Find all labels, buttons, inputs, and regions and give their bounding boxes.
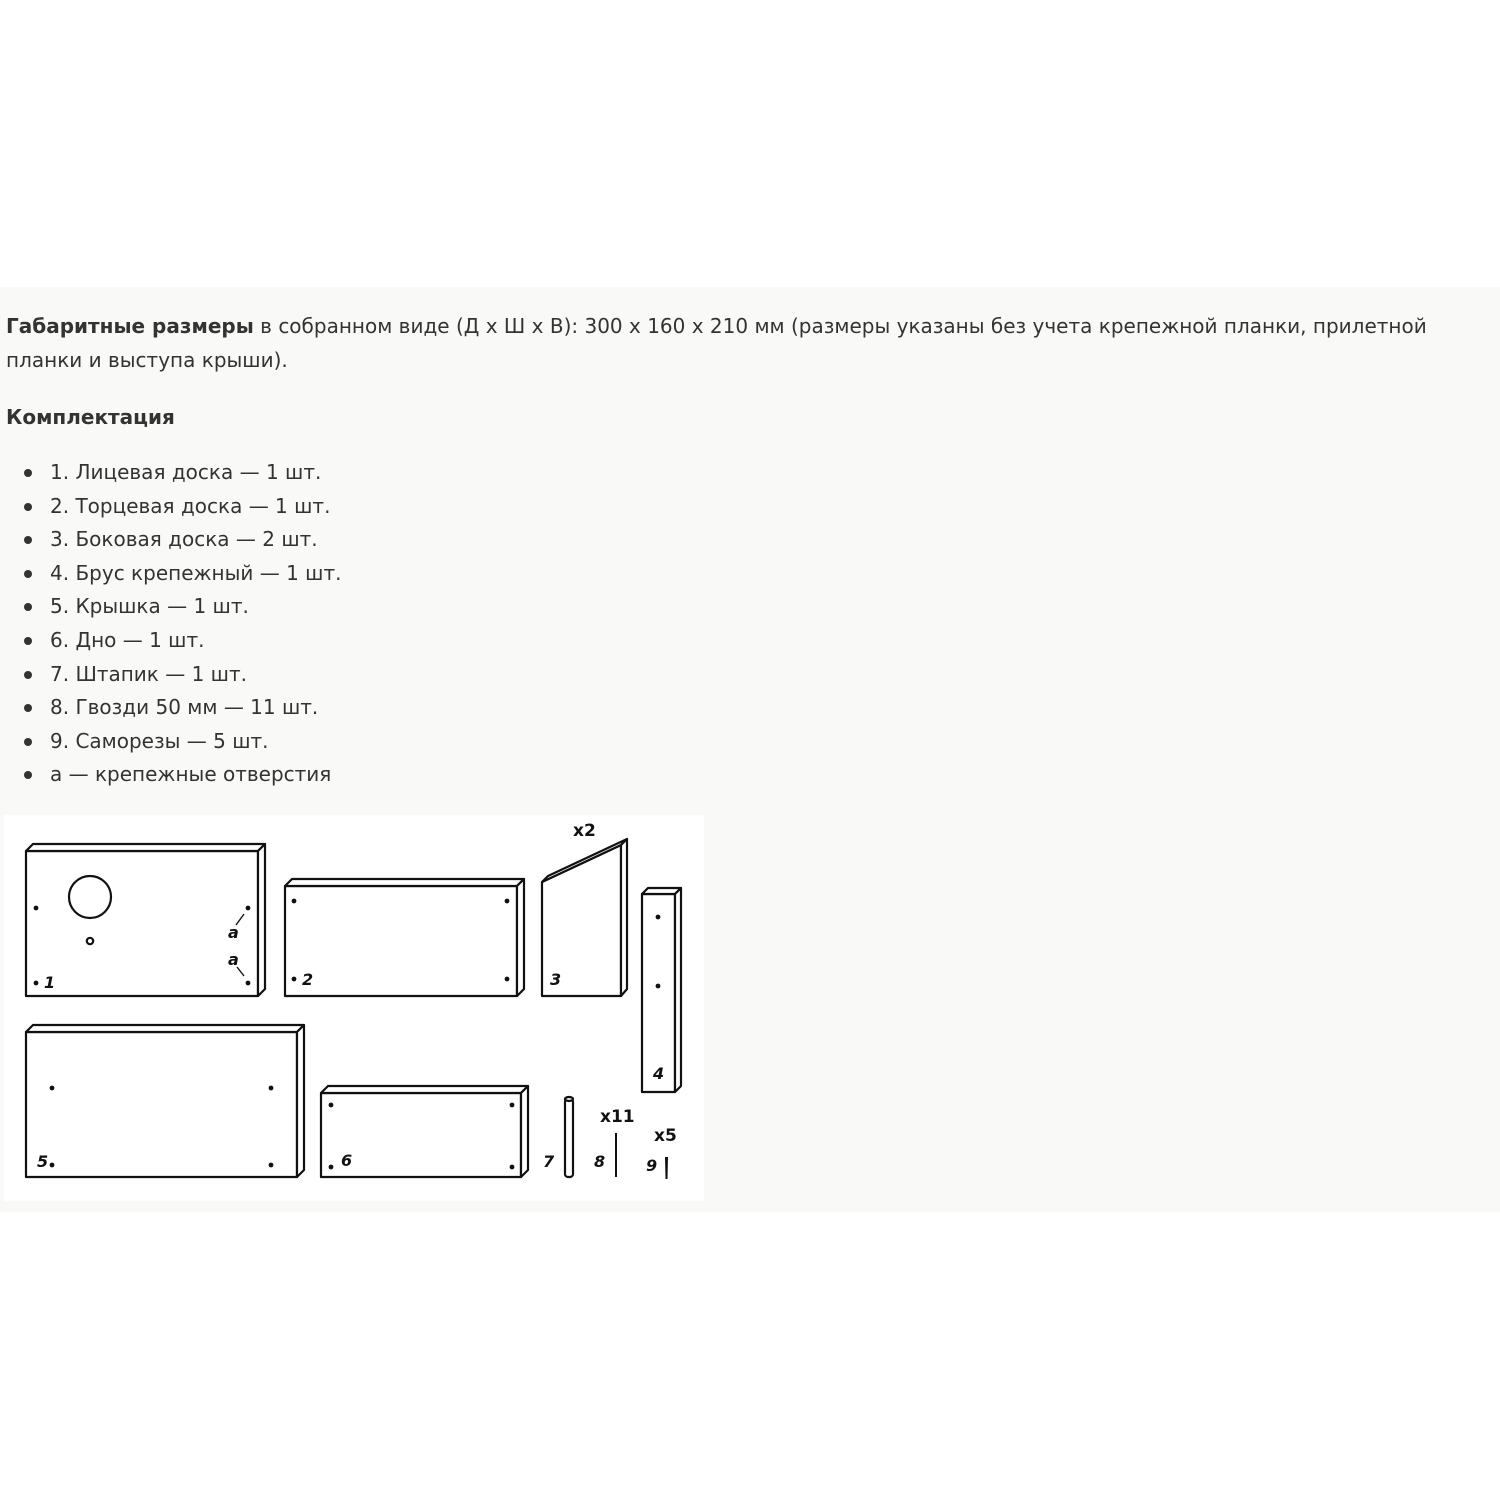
content-area [0, 287, 1500, 1212]
quantity-nails: x11 [600, 1107, 635, 1127]
kit-item: а — крепежные отверстия [0, 758, 342, 792]
kit-title: Комплектация [6, 405, 175, 429]
part-nails [594, 1107, 635, 1177]
dimensions-label: Габаритные размеры [6, 314, 254, 338]
kit-item: 5. Крышка — 1 шт. [0, 590, 342, 624]
part-label-6: 6 [341, 1151, 353, 1170]
part-front-board [26, 844, 265, 996]
kit-item: 7. Штапик — 1 шт. [0, 658, 342, 692]
part-bottom [321, 1086, 528, 1177]
part-label-5: 5 [37, 1152, 49, 1171]
part-label-3: 3 [550, 970, 562, 989]
dimensions-text: в собранном виде (Д х Ш х В): 300 х 160 х 210 мм (размеры указаны без учета крепежной планки, прилетной планки и выступа крыши). [6, 314, 1427, 372]
kit-item: 4. Брус крепежный — 1 шт. [0, 557, 342, 591]
kit-item: 9. Саморезы — 5 шт. [0, 725, 342, 759]
screw-icon [665, 1157, 668, 1179]
part-label-7: 7 [543, 1152, 555, 1171]
quantity-screws: x5 [654, 1126, 677, 1146]
part-label-2: 2 [302, 970, 314, 989]
parts-diagram-svg [4, 815, 704, 1201]
kit-item: 2. Торцевая доска — 1 шт. [0, 490, 342, 524]
hole-label-a-top: a [228, 923, 239, 942]
kit-item: 6. Дно — 1 шт. [0, 624, 342, 658]
kit-item: 1. Лицевая доска — 1 шт. [0, 456, 342, 490]
parts-diagram [4, 815, 704, 1201]
kit-item: 8. Гвозди 50 мм — 11 шт. [0, 691, 342, 725]
dimensions-paragraph [6, 309, 1486, 377]
part-label-4: 4 [653, 1064, 665, 1083]
part-roof [26, 1025, 304, 1177]
part-label-1: 1 [44, 973, 56, 992]
part-glazing-bead [543, 1097, 573, 1177]
part-end-board [285, 879, 524, 996]
part-label-9: 9 [646, 1156, 658, 1175]
quantity-side-boards: x2 [573, 821, 596, 841]
part-side-board [542, 821, 627, 996]
part-label-8: 8 [594, 1152, 606, 1171]
part-screws [646, 1126, 677, 1179]
kit-list [0, 456, 342, 792]
kit-item: 3. Боковая доска — 2 шт. [0, 523, 342, 557]
hole-label-a-bottom: a [228, 950, 239, 969]
part-mounting-bar [642, 888, 681, 1092]
